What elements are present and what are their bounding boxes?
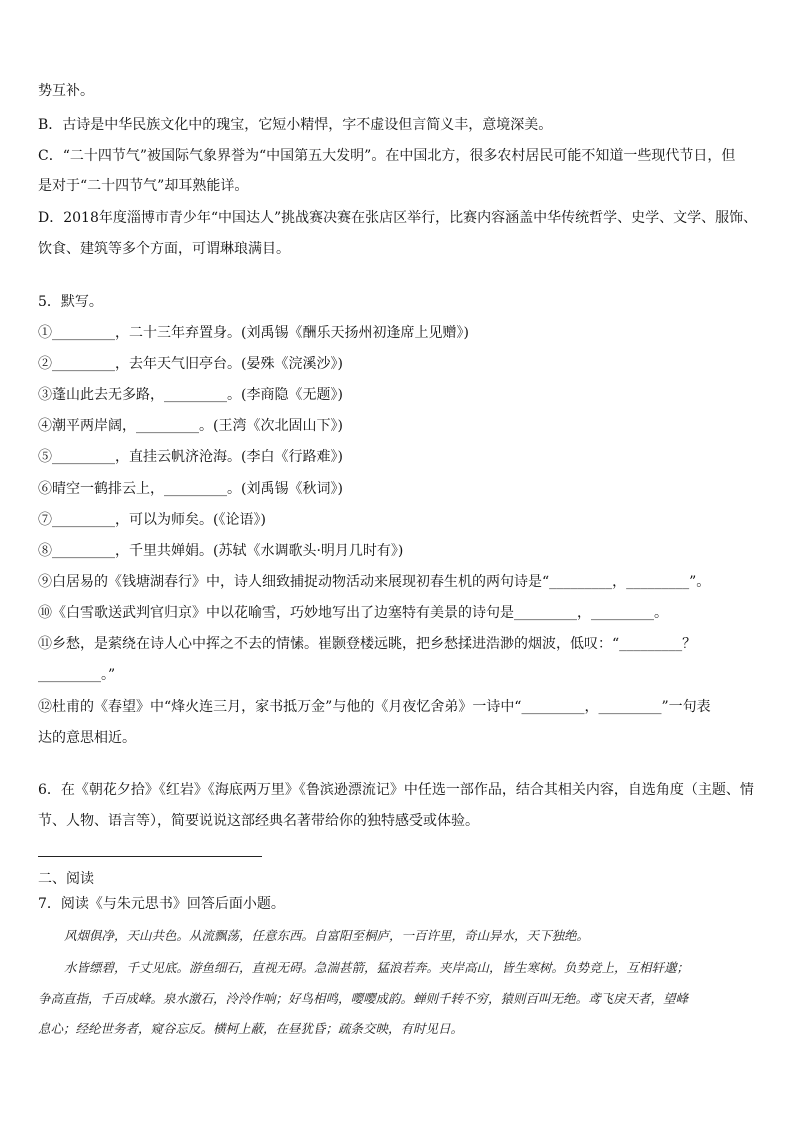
q4-option-c-line-1: C．“二十四节气”被国际气象界誉为“中国第五大发明”。在中国北方，很多农村居民可能不知道一些现代节日，但: [38, 148, 736, 164]
q5-item-9: ⑨白居易的《钱塘湖春行》中，诗人细致捕捉动物活动来展现初春生机的两句诗是“_________，_________”。: [38, 574, 711, 590]
q5-item-11-line-2: _________。”: [38, 667, 116, 683]
q5-item-12-line-2: 达的意思相近。: [38, 730, 136, 746]
passage-line-3: 争高直指，千百成峰。泉水激石，泠泠作响；好鸟相鸣，嘤嘤成韵。蝉则千转不穷，猿则百叫无绝。鸢飞戾天者，望峰: [38, 991, 689, 1006]
passage-line-1: 风烟俱净，天山共色。从流飘荡，任意东西。自富阳至桐庐，一百许里，奇山异水，天下独绝。: [64, 928, 590, 943]
q5-item-3: ③蓬山此去无多路，_________。(李商隐《无题》): [38, 387, 343, 403]
q4-option-d-line-1: D．2018年度淄博市青少年“中国达人”挑战赛决赛在张店区举行，比赛内容涵盖中华传统哲学、史学、文学、服饰、: [38, 210, 758, 226]
q6-line-2: 节、人物、语言等），简要说说这部经典名著带给你的独特感受或体验。: [38, 813, 479, 829]
q5-item-8: ⑧_________，千里共婵娟。(苏轼《水调歌头·明月几时有》): [38, 543, 404, 559]
section-heading: 二、阅读: [38, 871, 94, 887]
q5-item-6: ⑥晴空一鹤排云上，_________。(刘禹锡《秋词》): [38, 481, 343, 497]
q4-option-c-line-2: 是对于“二十四节气”却耳熟能详。: [38, 178, 249, 194]
q5-item-12-line-1: ⑫杜甫的《春望》中“烽火连三月，家书抵万金”与他的《月夜忆舍弟》一诗中“_________，_________”一句表: [38, 699, 711, 715]
q5-item-11-line-1: ⑪乡愁，是萦绕在诗人心中挥之不去的情愫。崔颢登楼远眺，把乡愁揉进浩渺的烟波，低叹：“_________？: [38, 636, 697, 652]
q7-title: 7．阅读《与朱元思书》回答后面小题。: [38, 896, 285, 912]
q5-item-5: ⑤_________，直挂云帆济沧海。(李白《行路难》): [38, 449, 343, 465]
q5-item-10: ⑩《白雪歌送武判官归京》中以花喻雪，巧妙地写出了边塞特有美景的诗句是_________，_________。: [38, 605, 668, 621]
q6-line-1: 6．在《朝花夕拾》《红岩》《海底两万里》《鲁滨逊漂流记》中任选一部作品，结合其相关内容，自选角度（主题、情: [38, 782, 754, 798]
q5-item-7: ⑦_________，可以为师矣。(《论语》): [38, 512, 266, 528]
q4-option-b: B．古诗是中华民族文化中的瑰宝，它短小精悍，字不虚设但言简义丰，意境深美。: [38, 117, 553, 133]
passage-line-4: 息心；经纶世务者，窥谷忘反。横柯上蔽，在昼犹昏；疏条交映，有时见日。: [38, 1021, 464, 1036]
divider-line: [38, 856, 262, 857]
q5-title: 5．默写。: [38, 294, 103, 310]
q4-continued-line: 势互补。: [38, 83, 94, 99]
q5-item-2: ②_________，去年天气旧亭台。(晏殊《浣溪沙》): [38, 356, 343, 372]
q5-item-4: ④潮平两岸阔，_________。(王湾《次北固山下》): [38, 418, 343, 434]
passage-line-2: 水皆缥碧，千丈见底。游鱼细石，直视无碍。急湍甚箭，猛浪若奔。夹岸高山，皆生寒树。负势竞上，互相轩邈；: [64, 960, 690, 975]
q5-item-1: ①_________，二十三年弃置身。(刘禹锡《酬乐天扬州初逢席上见赠》): [38, 325, 469, 341]
q4-option-d-line-2: 饮食、建筑等多个方面，可谓琳琅满目。: [38, 241, 290, 257]
